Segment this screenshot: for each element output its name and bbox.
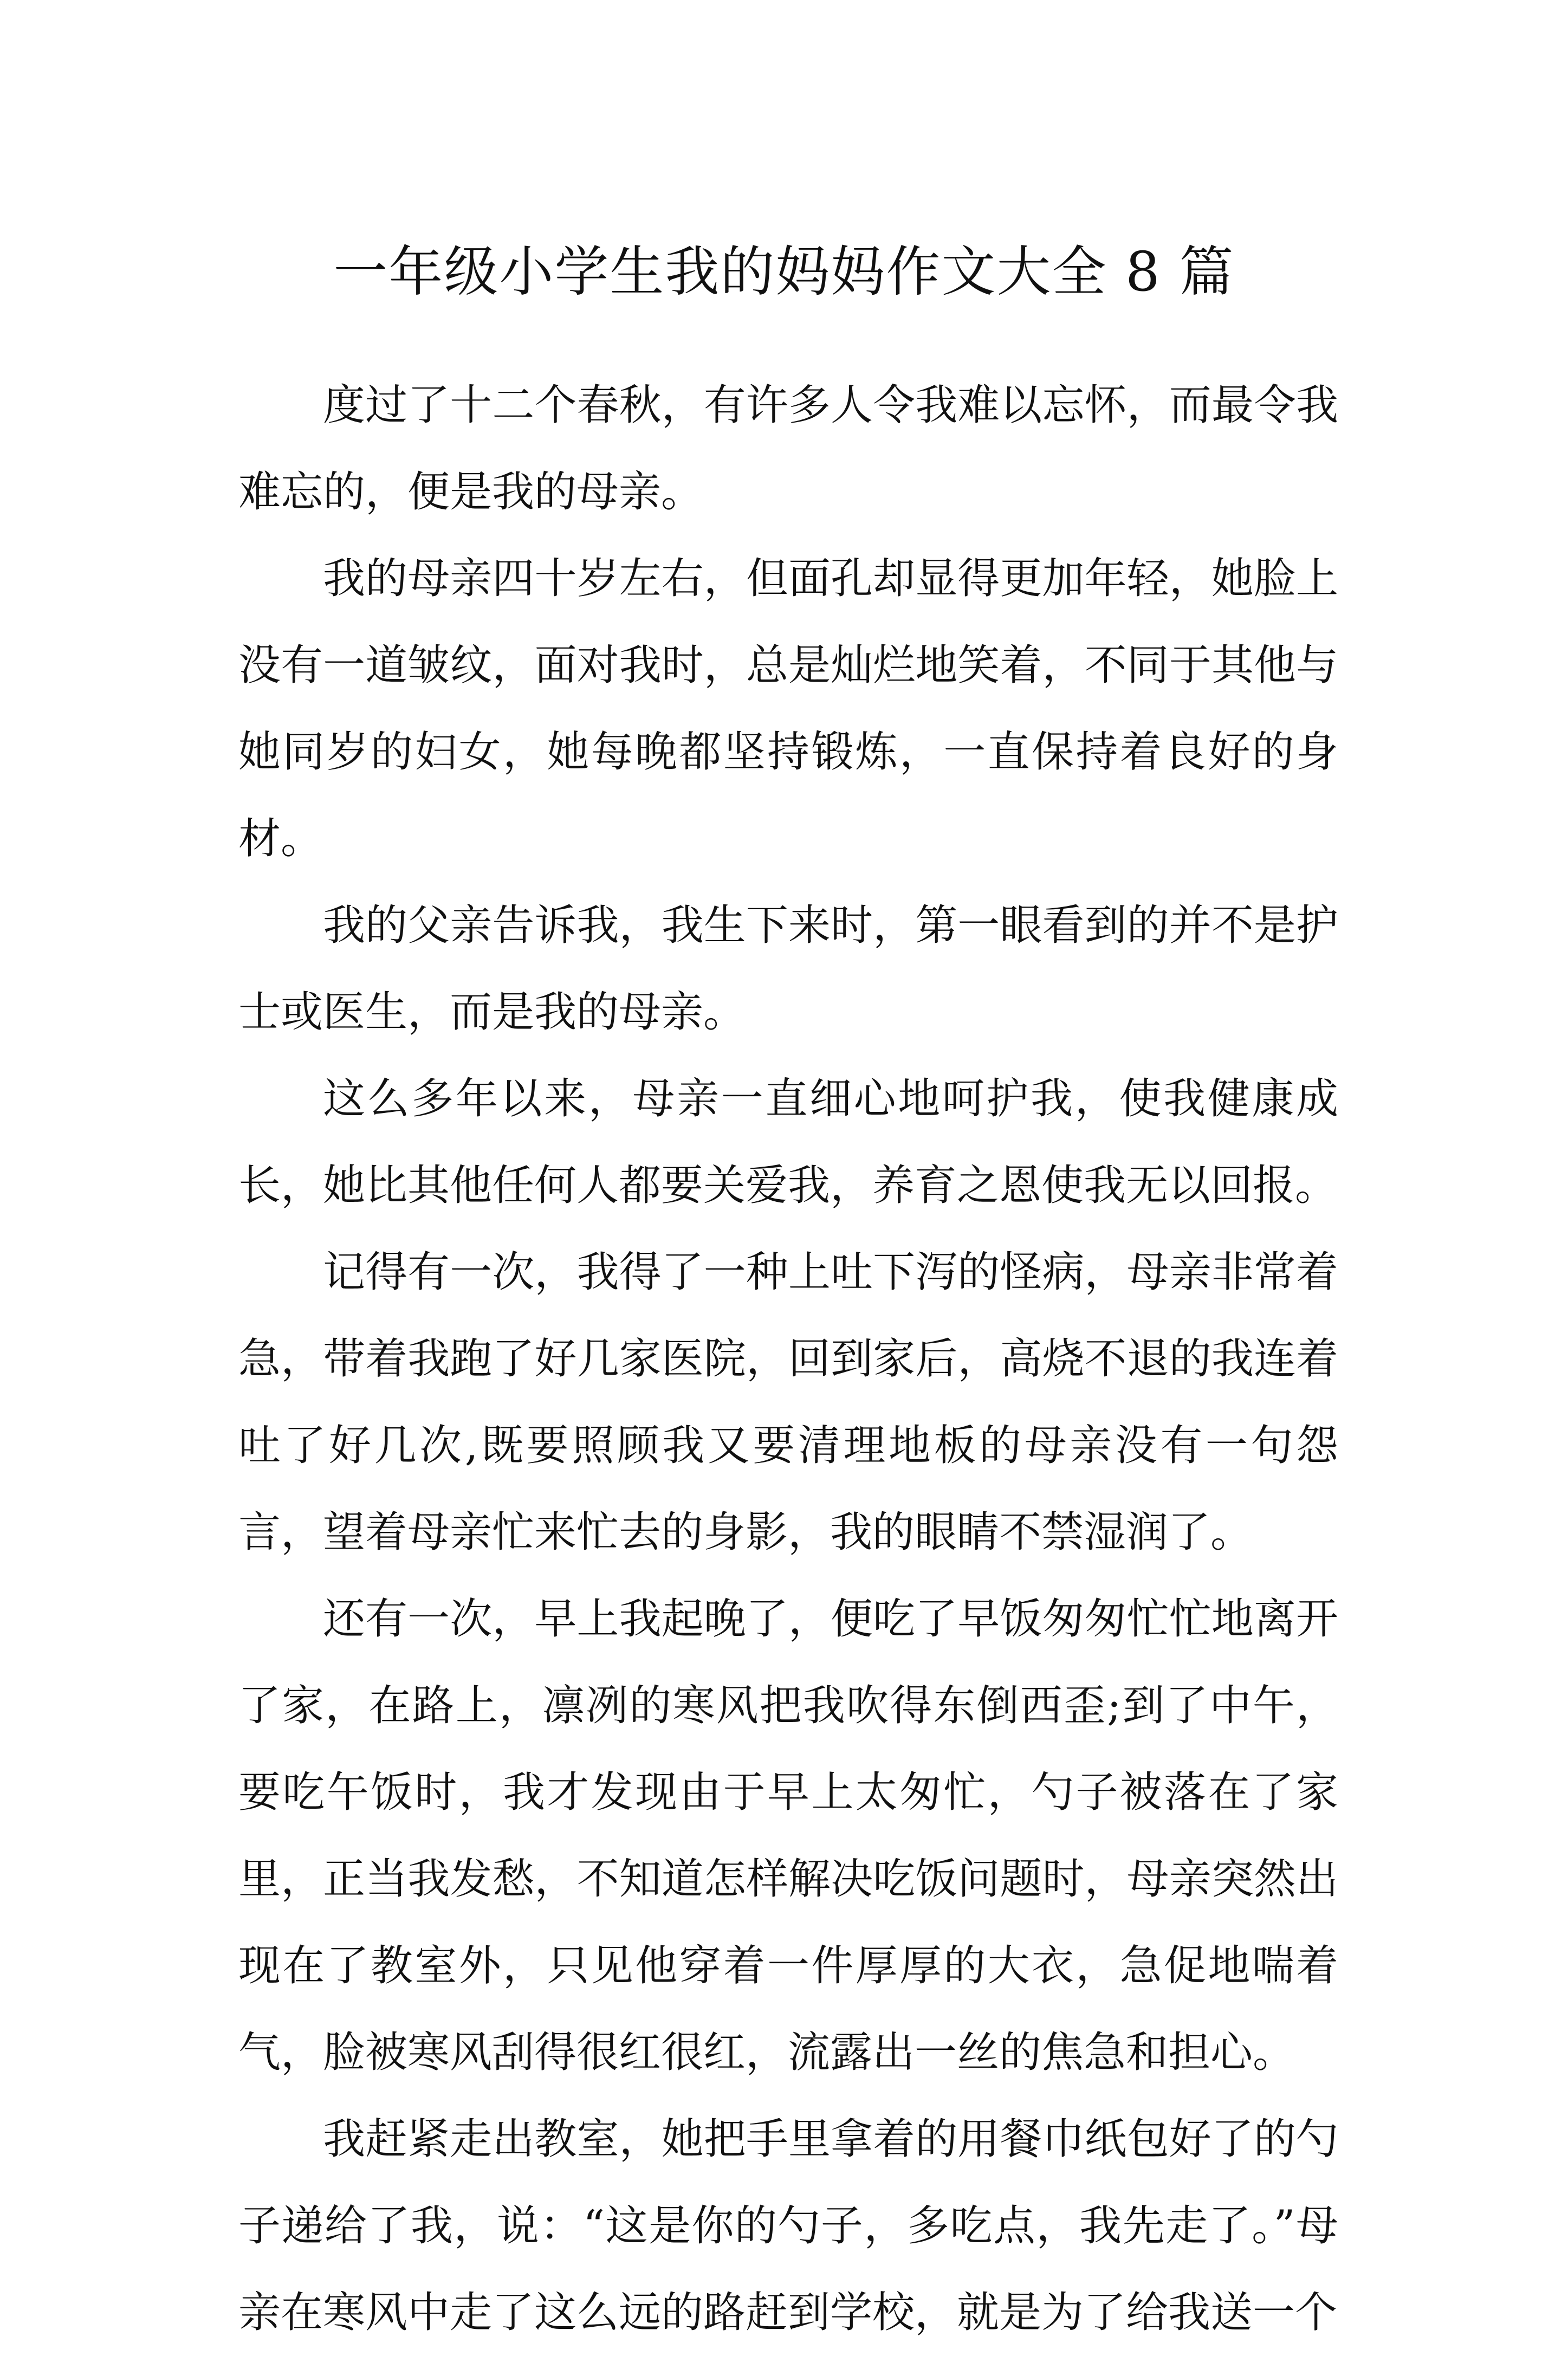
paragraph: 我赶紧走出教室，她把手里拿着的用餐巾纸包好了的勺子递给了我，说：“这是你的勺子，多吃点，我先走了。”母亲在寒风中走了这么远的路赶到学校，就是为了给我送一个	[238, 2115, 1338, 2337]
paragraph: 还有一次，早上我起晚了，便吃了早饭匆匆忙忙地离开了家，在路上，凛冽的寒风把我吹得东倒西歪;到了中午，要吃午饭时，我才发现由于早上太匆忙，勺子被落在了家里，正当我发愁，不知道怎样解决吃饭问题时，母亲突然出现在了教室外，只见他穿着一件厚厚的大衣，急促地喘着气，脸被寒风刮得很红很红，流露出一丝的焦急和担心。	[238, 1595, 1338, 2077]
paragraph: 我的母亲四十岁左右，但面孔却显得更加年轻，她脸上没有一道皱纹，面对我时，总是灿烂地笑着，不同于其他与她同岁的妇女，她每晚都坚持锻炼，一直保持着良好的身材。	[238, 554, 1338, 863]
paragraph: 度过了十二个春秋，有许多人令我难以忘怀，而最令我难忘的，便是我的母亲。	[238, 381, 1338, 516]
document-body	[238, 362, 1338, 2356]
paragraph: 我的父亲告诉我，我生下来时，第一眼看到的并不是护士或医生，而是我的母亲。	[238, 901, 1338, 1037]
paragraph: 记得有一次，我得了一种上吐下泻的怪病，母亲非常着急，带着我跑了好几家医院，回到家后，高烧不退的我连着吐了好几次,既要照顾我又要清理地板的母亲没有一句怨言，望着母亲忙来忙去的身影，我的眼睛不禁湿润了。	[238, 1248, 1338, 1557]
document-title: 一年级小学生我的妈妈作文大全 8 篇	[333, 240, 1235, 303]
paragraph: 这么多年以来，母亲一直细心地呵护我，使我健康成长，她比其他任何人都要关爱我，养育之恩使我无以回报。	[238, 1075, 1338, 1210]
